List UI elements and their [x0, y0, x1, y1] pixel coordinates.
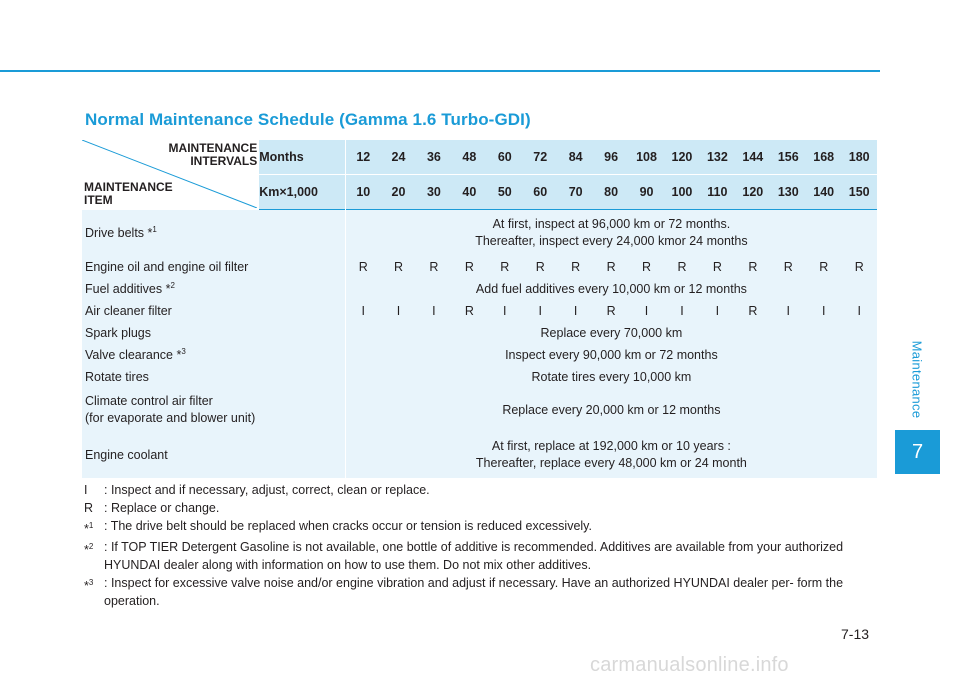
- table-row: [82, 210, 877, 256]
- header-row-months: [82, 140, 877, 175]
- service-code-cell: R: [345, 256, 380, 278]
- service-code-cell: I: [381, 300, 416, 322]
- km-cell: 20: [381, 175, 416, 210]
- km-cell: 90: [629, 175, 664, 210]
- footnote: I : Inspect and if necessary, adjust, correct, clean or replace.: [84, 483, 430, 497]
- months-label: Months: [259, 140, 345, 175]
- item-cell: Valve clearance *$^3$: [82, 344, 345, 366]
- page-number: 7-13: [841, 626, 870, 642]
- table-row: [82, 256, 877, 278]
- km-cell: 30: [416, 175, 451, 210]
- service-code-cell: I: [806, 300, 841, 322]
- service-code-cell: I: [487, 300, 522, 322]
- service-code-cell: R: [522, 256, 557, 278]
- service-code-cell: R: [700, 256, 735, 278]
- service-code-cell: R: [593, 300, 628, 322]
- km-cell: 60: [522, 175, 557, 210]
- month-cell: 168: [806, 140, 841, 175]
- service-code-cell: I: [416, 300, 451, 322]
- service-code-cell: R: [452, 300, 487, 322]
- maintenance-schedule-table: [82, 140, 877, 478]
- footnote: *$^1$ : The drive belt should be replaced when cracks occur or tension is reduced excessively.: [84, 519, 592, 536]
- service-code-cell: R: [735, 300, 770, 322]
- service-code-cell: R: [806, 256, 841, 278]
- month-cell: 12: [345, 140, 380, 175]
- service-code-cell: R: [664, 256, 699, 278]
- month-cell: 144: [735, 140, 770, 175]
- service-code-cell: I: [771, 300, 806, 322]
- item-cell: Drive belts *$^1$: [82, 210, 345, 256]
- month-cell: 180: [841, 140, 877, 175]
- month-cell: 120: [664, 140, 699, 175]
- service-code-cell: R: [771, 256, 806, 278]
- km-cell: 40: [452, 175, 487, 210]
- service-code-cell: R: [593, 256, 628, 278]
- service-code-cell: R: [629, 256, 664, 278]
- service-code-cell: I: [345, 300, 380, 322]
- chapter-number-badge: 7: [895, 430, 940, 474]
- month-cell: 84: [558, 140, 593, 175]
- item-cell: Climate control air filter (for evaporate and blower unit): [82, 388, 345, 432]
- table-row: [82, 278, 877, 300]
- item-cell: Fuel additives *$^2$: [82, 278, 345, 300]
- item-cell: Engine coolant: [82, 432, 345, 478]
- footnote: *$^3$ : Inspect for excessive valve noise and/or engine vibration and adjust if necessary. Have an authorized HYUNDAI dealer per- form the operation.: [84, 576, 844, 608]
- table-row: [82, 388, 877, 432]
- interval-text-cell: Replace every 20,000 km or 12 months: [345, 388, 877, 432]
- item-cell: Engine oil and engine oil filter: [82, 256, 345, 278]
- service-code-cell: I: [841, 300, 877, 322]
- service-code-cell: I: [700, 300, 735, 322]
- service-code-cell: I: [558, 300, 593, 322]
- corner-header-cell: [82, 140, 259, 210]
- month-cell: 72: [522, 140, 557, 175]
- top-rule: [0, 70, 880, 72]
- month-cell: 96: [593, 140, 628, 175]
- km-cell: 80: [593, 175, 628, 210]
- service-code-cell: R: [735, 256, 770, 278]
- corner-intervals-label: MAINTENANCE INTERVALS: [168, 141, 258, 168]
- km-cell: 50: [487, 175, 522, 210]
- km-cell: 140: [806, 175, 841, 210]
- km-label: Km×1,000: [259, 175, 345, 210]
- interval-text-cell: Rotate tires every 10,000 km: [345, 366, 877, 388]
- table-row: [82, 300, 877, 322]
- service-code-cell: R: [841, 256, 877, 278]
- month-cell: 48: [452, 140, 487, 175]
- interval-text-cell: At first, replace at 192,000 km or 10 years : Thereafter, replace every 48,000 km or 24 month: [345, 432, 877, 478]
- km-cell: 130: [771, 175, 806, 210]
- table-row: [82, 322, 877, 344]
- month-cell: 24: [381, 140, 416, 175]
- service-code-cell: R: [416, 256, 451, 278]
- footnotes: [84, 481, 874, 610]
- footnote: R : Replace or change.: [84, 501, 220, 515]
- item-cell: Air cleaner filter: [82, 300, 345, 322]
- month-cell: 156: [771, 140, 806, 175]
- km-cell: 150: [841, 175, 877, 210]
- service-code-cell: I: [629, 300, 664, 322]
- service-code-cell: I: [664, 300, 699, 322]
- km-cell: 10: [345, 175, 380, 210]
- service-code-cell: R: [558, 256, 593, 278]
- section-tab-label: Maintenance: [909, 340, 925, 418]
- km-cell: 100: [664, 175, 699, 210]
- month-cell: 60: [487, 140, 522, 175]
- footnote: *$^2$ : If TOP TIER Detergent Gasoline is not available, one bottle of additive is recommended. Additives are available from your authorized HYUNDAI dealer along with information on how to use them. Do not mix other additives.: [84, 540, 844, 572]
- interval-text-cell: Add fuel additives every 10,000 km or 12 months: [345, 278, 877, 300]
- km-cell: 120: [735, 175, 770, 210]
- corner-item-label: MAINTENANCE ITEM: [84, 180, 173, 207]
- km-cell: 70: [558, 175, 593, 210]
- service-code-cell: R: [381, 256, 416, 278]
- interval-text-cell: At first, inspect at 96,000 km or 72 months. Thereafter, inspect every 24,000 kmor 24 months: [345, 210, 877, 256]
- table-row: [82, 432, 877, 478]
- service-code-cell: R: [487, 256, 522, 278]
- table-row: [82, 344, 877, 366]
- page-title: Normal Maintenance Schedule (Gamma 1.6 Turbo-GDI): [85, 110, 531, 129]
- table-row: [82, 366, 877, 388]
- item-cell: Spark plugs: [82, 322, 345, 344]
- month-cell: 132: [700, 140, 735, 175]
- km-cell: 110: [700, 175, 735, 210]
- item-cell: Rotate tires: [82, 366, 345, 388]
- service-code-cell: I: [522, 300, 557, 322]
- month-cell: 108: [629, 140, 664, 175]
- service-code-cell: R: [452, 256, 487, 278]
- interval-text-cell: Replace every 70,000 km: [345, 322, 877, 344]
- watermark: carmanualsonline.info: [590, 654, 789, 676]
- interval-text-cell: Inspect every 90,000 km or 72 months: [345, 344, 877, 366]
- month-cell: 36: [416, 140, 451, 175]
